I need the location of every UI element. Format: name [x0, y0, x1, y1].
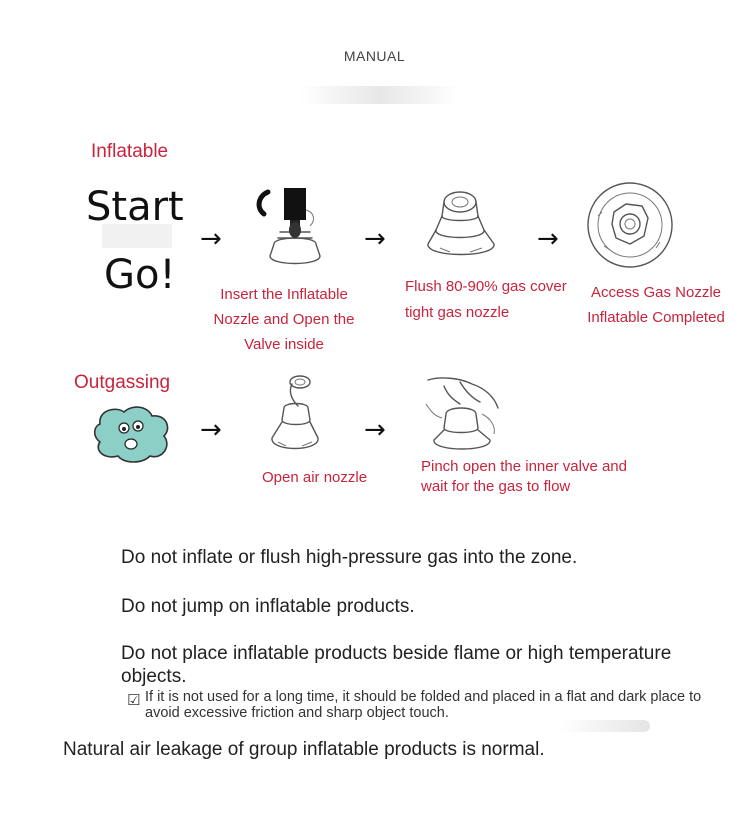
pinch-valve-icon [420, 374, 506, 454]
inflatable-step-1-label: Insert the Inflatable Nozzle and Open the Valve inside [213, 286, 355, 353]
cloud-face-icon [90, 402, 174, 466]
notice-no-jumping: Do not jump on inflatable products. [121, 596, 415, 617]
notice-no-flame: Do not place inflatable products beside flame or high temperature objects. [121, 643, 672, 687]
arrow-icon: → [364, 415, 386, 445]
go-text: Go! [104, 252, 176, 298]
footer-note: Natural air leakage of group inflatable products is normal. [63, 739, 545, 760]
arrow-icon: → [200, 224, 222, 254]
page-title: MANUAL [343, 48, 406, 64]
arrow-icon: → [537, 224, 559, 254]
notice-no-high-pressure: Do not inflate or flush high-pressure gas into the zone. [121, 547, 578, 568]
open-nozzle-icon [262, 372, 326, 460]
start-go-panel [86, 182, 186, 302]
outgassing-step-2-label: Pinch open the inner valve and wait for the gas to flow [421, 458, 627, 495]
inflator-nozzle-icon [250, 186, 330, 272]
start-text: Start [86, 184, 184, 230]
arrow-icon: → [200, 415, 222, 445]
inflatable-step-3-label: Access Gas Nozzle Inflatable Completed [587, 284, 725, 326]
valve-cap-icon [584, 182, 678, 272]
gas-valve-icon [420, 186, 504, 270]
shadow-decoration [560, 720, 650, 732]
storage-note-text: If it is not used for a long time, it should be folded and placed in a flat and dark place to avoid excessive friction and sharp object touch. [145, 689, 702, 721]
arrow-icon: → [364, 224, 386, 254]
checkbox-icon: ☑ [127, 691, 141, 709]
inflatable-heading: Inflatable [91, 141, 169, 162]
outgassing-heading: Outgassing [74, 372, 171, 393]
inflatable-step-2-label: Flush 80-90% gas cover tight gas nozzle [405, 278, 567, 321]
outgassing-step-1-label: Open air nozzle [262, 469, 368, 486]
header-decoration [300, 86, 460, 104]
